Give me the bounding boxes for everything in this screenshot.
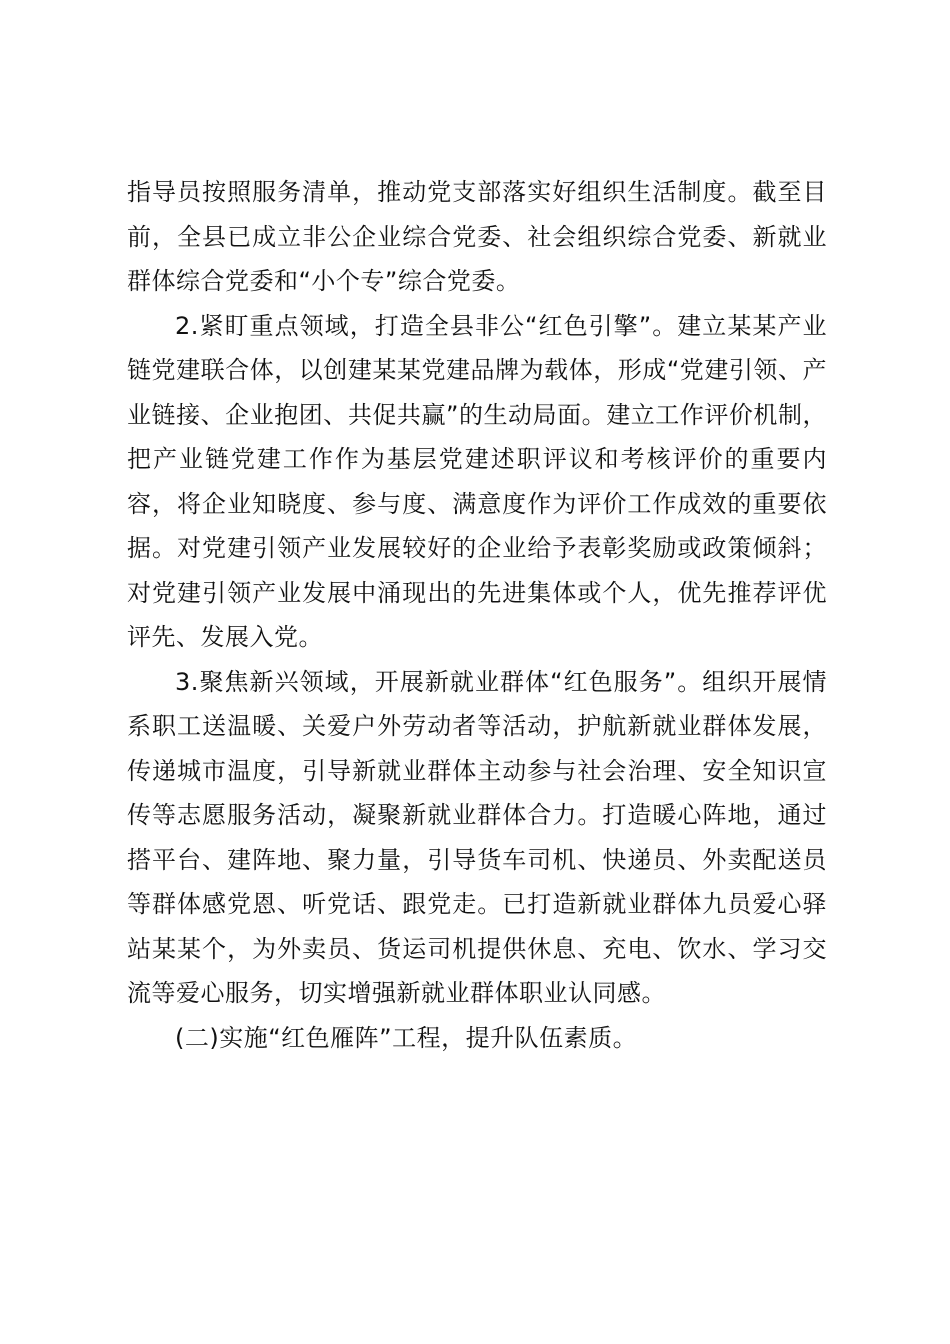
paragraph-heading-2: (二)实施“红色雁阵”工程，提升队伍素质。 <box>175 1023 638 1052</box>
paragraph-intro: 指导员按照服务清单，推动党支部落实好组织生活制度。截至目前，全县已成立非公企业综合党委、社会组织综合党委、新就业群体综合党委和“小个专”综合党委。 <box>127 178 827 295</box>
document-body <box>127 170 827 1060</box>
paragraph-section-3: 3.聚焦新兴领域，开展新就业群体“红色服务”。组织开展情系职工送温暖、关爱户外劳动者等活动，护航新就业群体发展，传递城市温度，引导新就业群体主动参与社会治理、安全知识宣传等志愿服务活动，凝聚新就业群体合力。打造暖心阵地，通过搭平台、建阵地、聚力量，引导货车司机、快递员、外卖配送员等群体感党恩、听党话、跟党走。已打造新就业群体九员爱心驿站某某个，为外卖员、货运司机提供休息、充电、饮水、学习交流等爱心服务，切实增强新就业群体职业认同感。 <box>127 667 827 1007</box>
paragraph-section-2: 2.紧盯重点领域，打造全县非公“红色引擎”。建立某某产业链党建联合体，以创建某某党建品牌为载体，形成“党建引领、产业链接、企业抱团、共促共赢”的生动局面。建立工作评价机制，把产业链党建工作作为基层党建述职评议和考核评价的重要内容，将企业知晓度、参与度、满意度作为评价工作成效的重要依据。对党建引领产业发展较好的企业给予表彰奖励或政策倾斜；对党建引领产业发展中涌现出的先进集体或个人，优先推荐评优评先、发展入党。 <box>127 311 827 651</box>
